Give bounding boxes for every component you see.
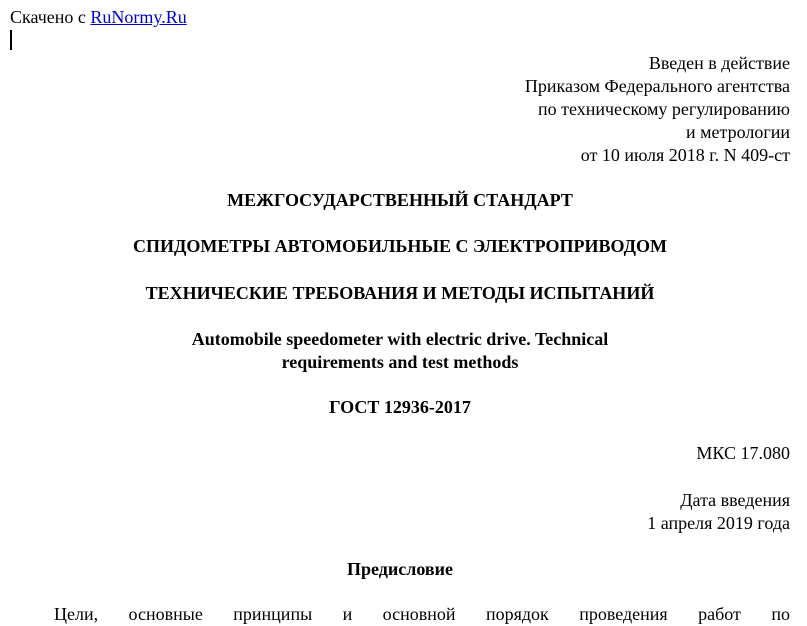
mks-code: МКС 17.080: [696, 443, 790, 463]
source-link[interactable]: RuNormy.Ru: [90, 7, 187, 27]
enactment-line-2: Приказом Федерального агентства: [524, 76, 790, 96]
enactment-line-5: от 10 июля 2018 г. N 409-ст: [580, 145, 790, 165]
introduction-date-value: 1 апреля 2019 года: [647, 513, 790, 533]
source-line: [10, 6, 187, 29]
foreword-paragraph: Цели, основные принципы и основной порядок проведения работ по: [54, 604, 790, 624]
english-title-line-2: requirements and test methods: [281, 352, 519, 372]
introduction-date: [647, 489, 790, 535]
standard-type-heading: МЕЖГОСУДАРСТВЕННЫЙ СТАНДАРТ: [227, 190, 573, 210]
document-subtitle: ТЕХНИЧЕСКИЕ ТРЕБОВАНИЯ И МЕТОДЫ ИСПЫТАНИЙ: [145, 283, 655, 303]
english-title: [0, 328, 800, 374]
source-prefix: Скачено с: [10, 7, 91, 27]
text-cursor: [10, 30, 12, 50]
enactment-line-4: и метрологии: [686, 122, 790, 142]
gost-number: ГОСТ 12936-2017: [329, 397, 471, 417]
enactment-line-1: Введен в действие: [648, 53, 790, 73]
english-title-line-1: Automobile speedometer with electric drive. Technical: [191, 329, 609, 349]
foreword-heading: Предисловие: [347, 559, 453, 579]
introduction-date-label: Дата введения: [680, 490, 790, 510]
enactment-line-3: по техническому регулированию: [537, 99, 790, 119]
document-title: СПИДОМЕТРЫ АВТОМОБИЛЬНЫЕ С ЭЛЕКТРОПРИВОДОМ: [133, 236, 667, 256]
enactment-block: [525, 52, 790, 167]
